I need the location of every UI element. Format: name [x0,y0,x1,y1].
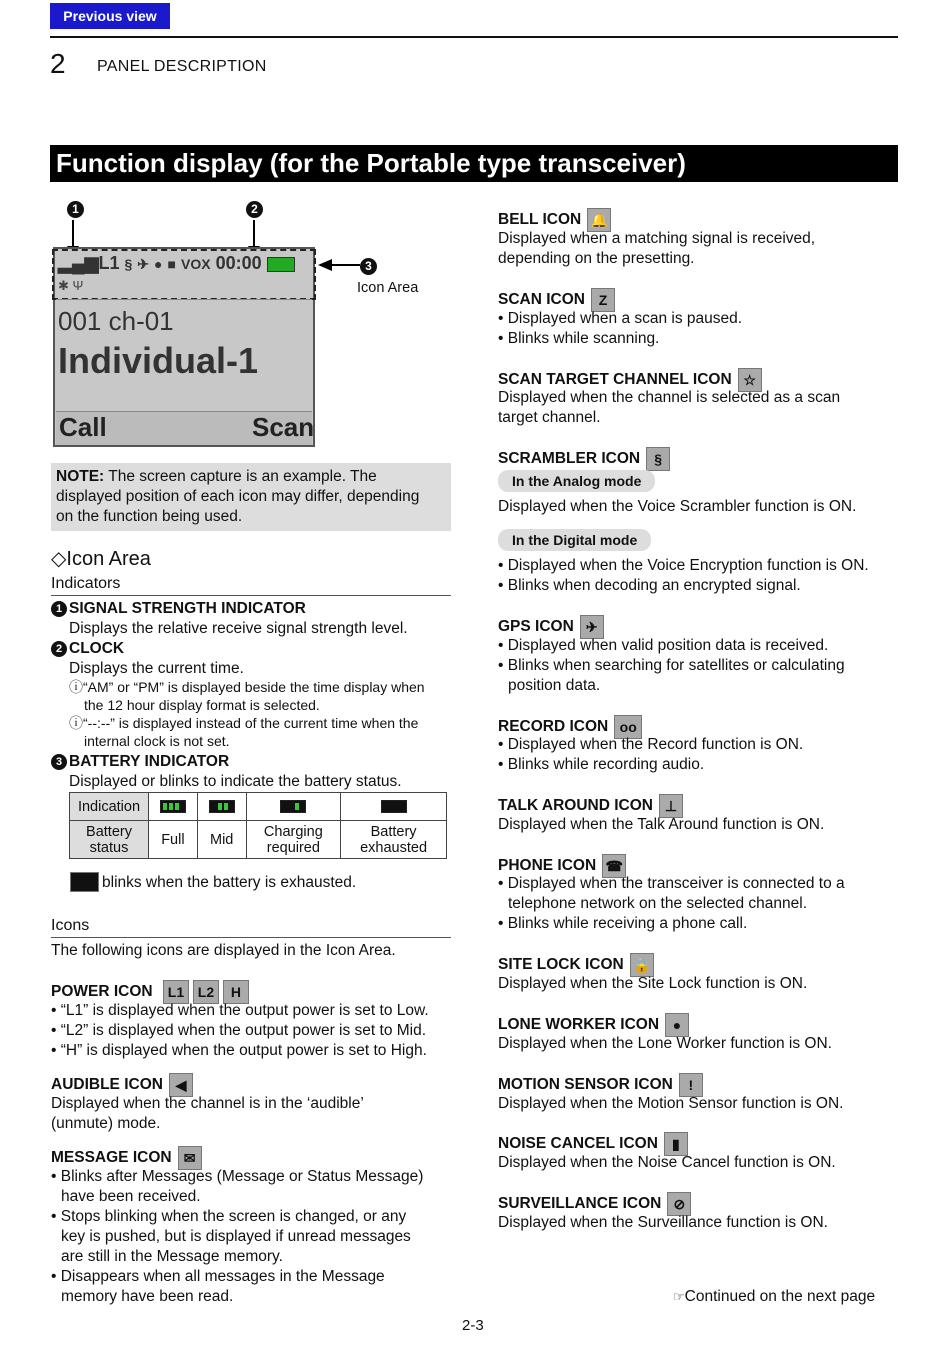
message-bullet: • Blinks after Messages (Message or Status Message) [51,1168,424,1185]
scan-bullet: • Displayed when a scan is paused. [498,310,743,327]
top-rule [50,36,898,38]
speaker-icon: ◀ [169,1073,193,1097]
note-box [51,463,451,531]
clock-readout: 00:00 [215,253,262,273]
table-header: Battery status [70,821,149,859]
icon-row [58,253,295,274]
bell-icon-title: BELL ICON 🔔 [498,208,611,232]
battery-title: 3 BATTERY INDICATOR [51,752,229,772]
indicators-heading: Indicators [51,575,121,592]
gps-bullet: • Displayed when valid position data is received. [498,637,829,654]
page-number: 2-3 [462,1317,484,1334]
callout-1: 1 [67,199,86,219]
power-h-icon: H [223,980,249,1004]
power-bullet: • “L2” is displayed when the output power is set to Mid. [51,1022,427,1039]
satellite-icon: ✈ [580,615,604,639]
icon-row-2 [58,278,83,294]
scrambler-icon: § [124,256,133,272]
message-bullet: have been received. [61,1188,201,1205]
gps-title: GPS ICON ✈ [498,615,604,639]
note-text: displayed position of each icon may differ, depending [56,488,420,505]
motion-title: MOTION SENSOR ICON ! [498,1073,703,1097]
bluetooth-icon: ✱ [58,278,69,293]
audible-desc: Displayed when the channel is in the ‘audible’ [51,1095,364,1112]
pointing-hand-icon: ☞ [673,1289,685,1304]
battery-icon [267,257,295,272]
table-cell: Mid [197,821,246,859]
talk-around-desc: Displayed when the Talk Around function is ON. [498,816,825,833]
battery-full-icon [149,793,198,821]
icon-area-label: Icon Area [357,280,419,296]
talk-around-title: TALK AROUND ICON ⊥ [498,794,683,818]
previous-view-button[interactable]: Previous view [50,3,170,29]
star-icon: ☆ [738,368,762,392]
battery-table [69,792,447,859]
surveillance-title: SURVEILLANCE ICON ⊘ [498,1192,691,1216]
digital-bullet: • Blinks when decoding an encrypted signal. [498,577,801,594]
gps-icon: ✈ [137,256,150,272]
scrambler-title: SCRAMBLER ICON § [498,447,670,471]
audible-desc: (unmute) mode. [51,1115,161,1132]
lone-worker-icon: ● [154,256,163,272]
note-text: The screen capture is an example. The [104,468,377,485]
continued-note: ☞Continued on the next page [673,1288,876,1305]
lone-worker-title: LONE WORKER ICON ● [498,1013,689,1037]
exhausted-battery-icon [70,872,99,892]
signal-strength-icon: ▂▄▆ [58,253,99,273]
lone-worker-icon: ● [665,1013,689,1037]
section-banner: Function display (for the Portable type transceiver) [50,145,898,182]
noise-desc: Displayed when the Noise Cancel function is ON. [498,1154,836,1171]
message-bullet: are still in the Message memory. [61,1248,283,1265]
phone-icon: ☎ [602,854,626,878]
battery-blink-note: blinks when the battery is exhausted. [102,874,357,891]
call-softkey[interactable]: Call [59,412,107,442]
tape-icon: oo [614,715,642,739]
callout-2: 2 [246,199,265,219]
phone-title: PHONE ICON ☎ [498,854,626,878]
power-bullet: • “H” is displayed when the output power is set to High. [51,1042,427,1059]
record-title: RECORD ICON oo [498,715,642,739]
power-icon-title: POWER ICON L1 L2 H [51,980,249,1004]
info-icon: ⓘ [69,679,83,695]
scrambler-icon: § [646,447,670,471]
clock-note-1: ⓘ“AM” or “PM” is displayed beside the time display when [69,679,425,695]
phone-bullet: • Blinks while receiving a phone call. [498,915,748,932]
table-cell: Battery exhausted [341,821,447,859]
noise-title: NOISE CANCEL ICON ▮ [498,1132,688,1156]
bell-desc: depending on the presetting. [498,250,695,267]
table-cell: Charging required [246,821,341,859]
bell-icon: 🔔 [587,208,611,232]
signal-strength-title: 1 SIGNAL STRENGTH INDICATOR [51,599,306,619]
site-lock-title: SITE LOCK ICON 🔒 [498,953,654,977]
power-l2-icon: L2 [193,980,219,1004]
clock-title: 2 CLOCK [51,639,124,659]
scan-bullet: • Blinks while scanning. [498,330,660,347]
battery-charging-icon [246,793,341,821]
envelope-icon: ✉ [178,1146,202,1170]
callout-3: 3 [360,256,379,276]
screen-divider [56,299,312,300]
motion-sensor-icon: ! [679,1073,703,1097]
analog-desc: Displayed when the Voice Scrambler function is ON. [498,498,857,515]
table-header: Indication [70,793,149,821]
site-lock-icon: 🔒 [630,953,654,977]
clock-note-2b: internal clock is not set. [84,733,230,749]
eye-off-icon: ⊘ [667,1192,691,1216]
message-icon-title: MESSAGE ICON ✉ [51,1146,202,1170]
icons-intro: The following icons are displayed in the Icon Area. [51,942,396,959]
icon-area-heading: ◇Icon Area [51,548,151,570]
battery-mid-icon [197,793,246,821]
gps-bullet: • Blinks when searching for satellites or calculating [498,657,845,674]
gps-bullet: position data. [508,677,601,694]
audible-icon-title: AUDIBLE ICON ◀ [51,1073,193,1097]
bell-desc: Displayed when a matching signal is received, [498,230,816,247]
scan-icon-title: SCAN ICON Z [498,288,615,312]
power-level: L1 [98,253,120,273]
noise-cancel-icon: ▮ [664,1132,688,1156]
message-bullet: • Disappears when all messages in the Message [51,1268,385,1285]
clock-desc: Displays the current time. [69,660,244,677]
vox-indicator: VOX [181,256,211,272]
site-lock-desc: Displayed when the Site Lock function is ON. [498,975,808,992]
divider [51,595,451,596]
note-label: NOTE: [56,468,105,485]
signal-strength-desc: Displays the relative receive signal strength level. [69,620,408,637]
battery-desc: Displayed or blinks to indicate the battery status. [69,773,402,790]
scan-icon: Z [591,288,615,312]
message-bullet: memory have been read. [61,1288,234,1305]
talk-around-icon: ⊥ [659,794,683,818]
clock-note-1b: the 12 hour display format is selected. [84,697,320,713]
scan-target-title: SCAN TARGET CHANNEL ICON ☆ [498,368,762,392]
noise-cancel-icon: ■ [167,256,176,272]
scan-softkey[interactable]: Scan [252,412,315,442]
scan-target-desc: target channel. [498,409,601,426]
record-bullet: • Displayed when the Record function is ON. [498,736,804,753]
motion-desc: Displayed when the Motion Sensor function is ON. [498,1095,844,1112]
channel-name: Individual-1 [58,340,259,381]
clock-note-2: ⓘ“--:--” is displayed instead of the current time when the [69,715,419,731]
diamond-icon: ◇ [51,548,67,570]
chapter-title: PANEL DESCRIPTION [97,58,267,75]
phone-bullet: telephone network on the selected channel. [508,895,808,912]
power-l1-icon: L1 [163,980,189,1004]
message-bullet: • Stops blinking when the screen is changed, or any [51,1208,407,1225]
battery-exhausted-icon [341,793,447,821]
note-text: on the function being used. [56,508,243,525]
surveillance-desc: Displayed when the Surveillance function is ON. [498,1214,828,1231]
record-bullet: • Blinks while recording audio. [498,756,705,773]
digital-mode-label: In the Digital mode [498,529,651,551]
icons-heading: Icons [51,917,90,934]
scan-target-desc: Displayed when the channel is selected as a scan [498,389,841,406]
phone-bullet: • Displayed when the transceiver is connected to a [498,875,845,892]
chapter-number: 2 [50,48,66,79]
digital-bullet: • Displayed when the Voice Encryption function is ON. [498,557,869,574]
divider [51,937,451,938]
usb-icon: Ψ [72,278,84,293]
info-icon: ⓘ [69,715,83,731]
table-cell: Full [149,821,198,859]
channel-number: 001 ch-01 [58,306,174,336]
message-bullet: key is pushed, but is displayed if unread messages [61,1228,411,1245]
lone-worker-desc: Displayed when the Lone Worker function is ON. [498,1035,832,1052]
analog-mode-label: In the Analog mode [498,470,655,492]
power-bullet: • “L1” is displayed when the output power is set to Low. [51,1002,429,1019]
